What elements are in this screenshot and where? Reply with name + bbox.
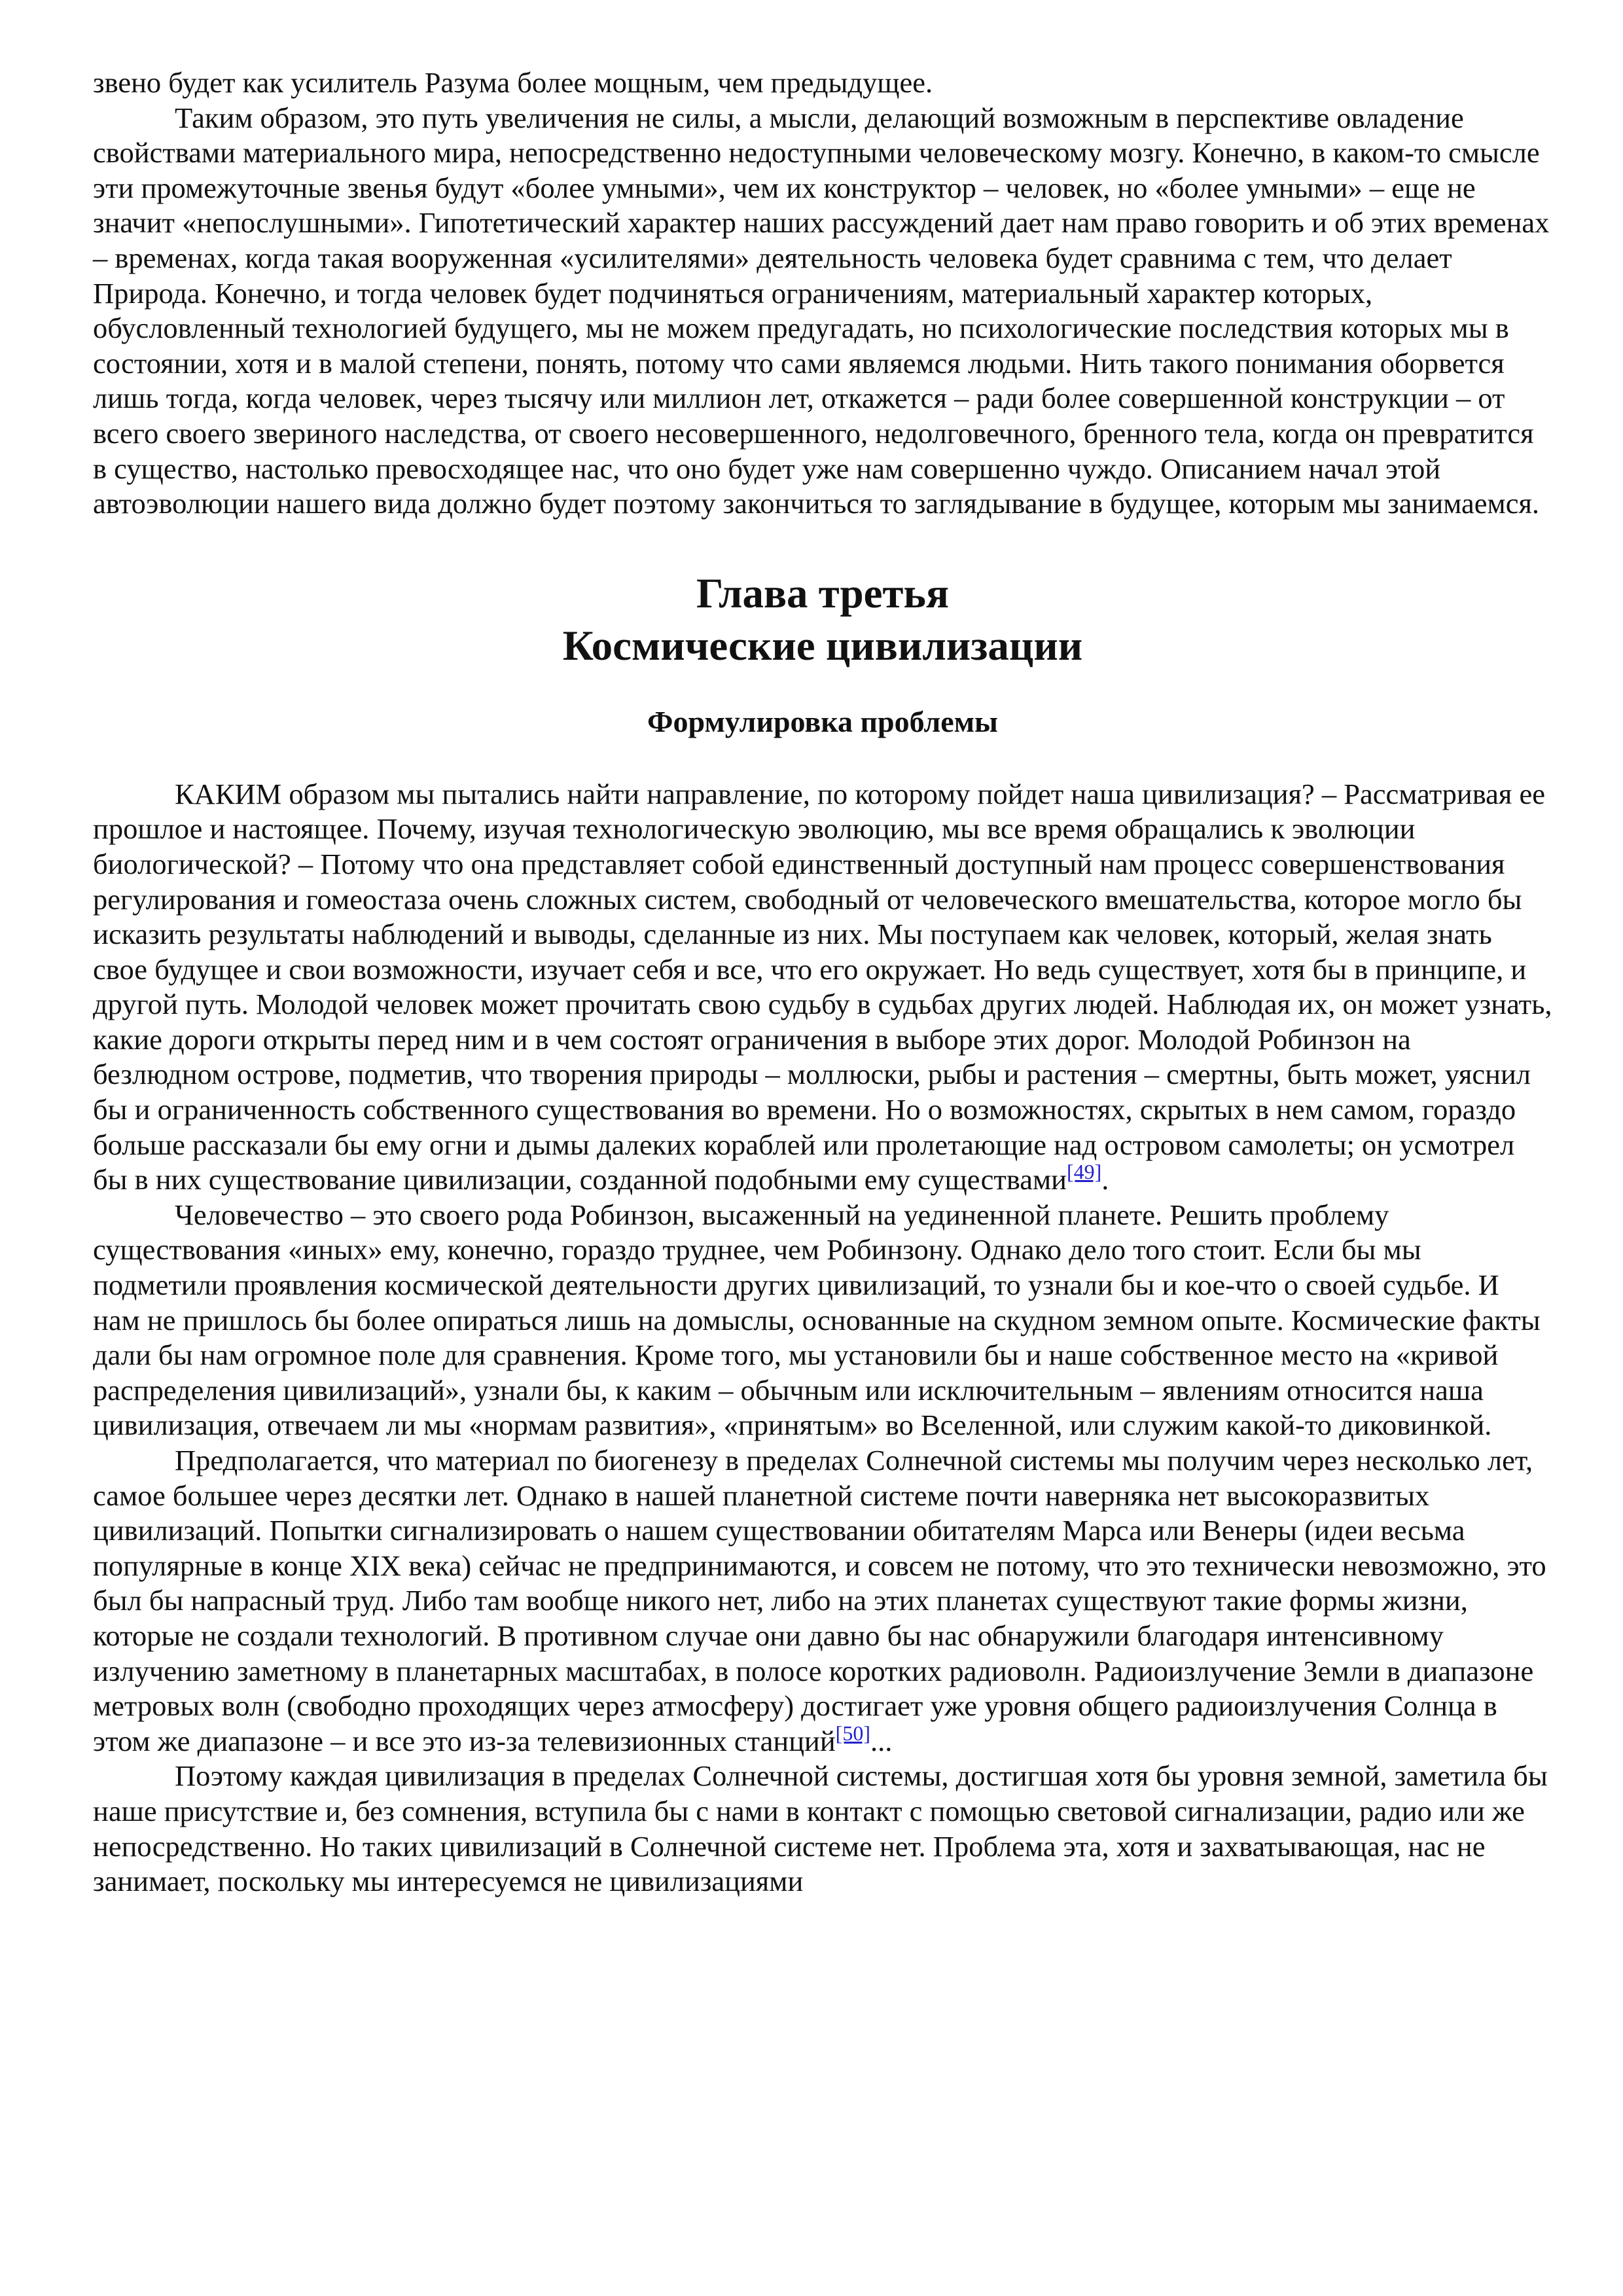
paragraph-biogenesis — [93, 1443, 1552, 1759]
paragraph-biogenesis-end: ... — [870, 1724, 893, 1757]
paragraph-robinson-intro-end: . — [1101, 1163, 1109, 1196]
paragraph-solar-system: Поэтому каждая цивилизация в пределах Солнечной системы, достигшая хотя бы уровня земной, заметила бы наше присутствие и, без сомнения, вступила бы с нами в контакт с помощью световой сигнализации, радио или же непосредственно. Но таких цивилизаций в Солнечной системе нет. Проблема эта, хотя и захватывающая, нас не занимает, поскольку мы интересуемся не цивилизациями — [93, 1759, 1548, 1898]
paragraph-humanity-robinson: Человечество – это своего рода Робинзон, высаженный на уединенной планете. Решить проблему существования «иных» ему, конечно, гораздо труднее, чем Робинзону. Однако дело того стоит. Если бы мы подметили проявления космической деятельности других цивилизаций, то узнали бы и кое-что о своей судьбе. И нам не пришлось бы более опираться лишь на домыслы, основанные на скудном земном опыте. Космические факты дали бы нам огромное поле для сравнения. Кроме того, мы установили бы и наше собственное место на «кривой распределения цивилизаций», узнали бы, к каким – обычным или исключительным – явлениям относится наша цивилизация, отвечаем ли мы «нормам развития», «принятым» во Вселенной, или служим какой-то диковинкой. — [93, 1198, 1541, 1442]
paragraph-robinson-intro — [93, 777, 1552, 1198]
chapter-number: Глава третья — [696, 569, 950, 617]
paragraph-amplifier: Таким образом, это путь увеличения не силы, а мысли, делающий возможным в перспективе овладение свойствами материального мира, непосредственно недоступными человеческому мозгу. Конечно, в каком-то смысле эти промежуточные звенья будут «более умными», чем их конструктор – человек, но «более умными» – еще не значит «непослушными». Гипотетический характер наших рассуждений дает нам право говорить и об этих временах – временах, когда такая вооруженная «усилителями» деятельность человека будет сравнима с тем, что делает Природа. Конечно, и тогда человек будет подчиняться ограничениям, материальный характер которых, обусловленный технологией будущего, мы не можем предугадать, но психологические последствия которых мы в состоянии, хотя и в малой степени, понять, потому что сами являемся людьми. Нить такого понимания оборвется лишь тогда, когда человек, через тысячу или миллион лет, откажется – ради более совершенной конструкции – от всего своего звериного наследства, от своего несовершенного, недолговечного, бренного тела, когда он превратится в существо, настолько превосходящее нас, что оно будет уже нам совершенно чуждо. Описанием начал этой автоэволюции нашего вида должно будет поэтому закончиться то заглядывание в будущее, которым мы занимаемся. — [93, 101, 1550, 520]
chapter-name: Космические цивилизации — [562, 622, 1083, 670]
footnote-link-49[interactable]: [49] — [1066, 1160, 1102, 1184]
footnote-link-50[interactable]: [50] — [835, 1721, 870, 1745]
paragraph-continuation: звено будет как усилитель Разума более мощным, чем предыдущее. — [93, 66, 933, 99]
paragraph-robinson-intro-text: КАКИМ образом мы пытались найти направление, по которому пойдет наша цивилизация? – Рассматривая ее прошлое и настоящее. Почему, изучая технологическую эволюцию, мы все время обращались к эволюции биологической? – Потому что она представляет собой единственный доступный нам процесс совершенствования регулирования и гомеостаза очень сложных систем, свободный от человеческого вмешательства, которое могло бы исказить результаты наблюдений и выводы, сделанные из них. Мы поступаем как человек, который, желая знать свое будущее и свои возможности, изучает себя и все, что его окружает. Но ведь существует, хотя бы в принципе, и другой путь. Молодой человек может прочитать свою судьбу в судьбах других людей. Наблюдая их, он может узнать, какие дороги открыты перед ним и в чем состоят ограничения в выборе этих дорог. Молодой Робинзон на безлюдном острове, подметив, что творения природы – моллюски, рыбы и растения – смертны, быть может, уяснил бы и ограниченность собственного существования во времени. Но о возможностях, скрытых в нем самом, гораздо больше рассказали бы ему огни и дымы далеких кораблей или пролетающие над островом самолеты; он усмотрел бы в них существование цивилизации, созданной подобными ему существами — [93, 777, 1552, 1196]
paragraph-biogenesis-text: Предполагается, что материал по биогенезу в пределах Солнечной системы мы получим через несколько лет, самое большее через десятки лет. Однако в нашей планетной системе почти наверняка нет высокоразвитых цивилизаций. Попытки сигнализировать о нашем существовании обитателям Марса или Венеры (идеи весьма популярные в конце XIX века) сейчас не предпринимаются, и совсем не потому, что это технически невозможно, это был бы напрасный труд. Либо там вообще никого нет, либо на этих планетах существуют такие формы жизни, которые не создали технологий. В противном случае они давно бы нас обнаружили благодаря интенсивному излучению заметному в планетарных масштабах, в полосе коротких радиоволн. Радиоизлучение Земли в диапазоне метровых волн (свободно проходящих через атмосферу) достигает уже уровня общего радиоизлучения Солнца в этом же диапазоне – и все это из-за телевизионных станций — [93, 1444, 1546, 1757]
chapter-title — [93, 567, 1552, 672]
section-title: Формулировка проблемы — [647, 704, 998, 738]
document-page — [93, 65, 1552, 1899]
